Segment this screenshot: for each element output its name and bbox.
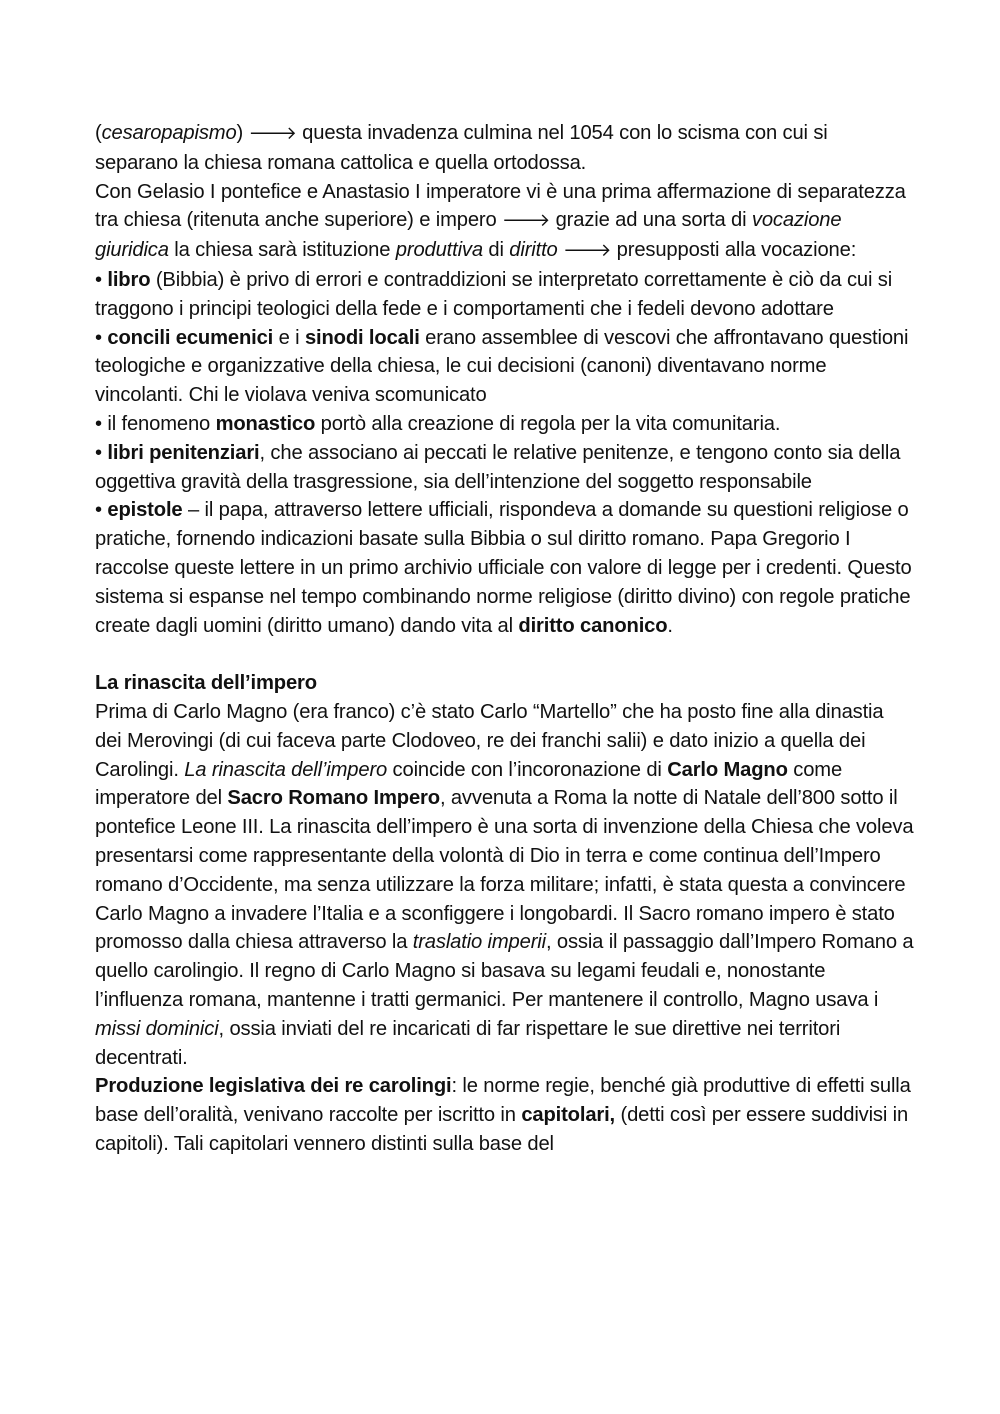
text-run: ) xyxy=(236,122,249,144)
italic-text: vocazione giuridica xyxy=(95,209,842,262)
text-run: Con Gelasio I pontefice e Anastasio I imperatore vi è una prima affermazione di separatezza tra chiesa (ritenuta anche superiore) e impero xyxy=(95,180,906,232)
bullet-item xyxy=(95,324,915,410)
italic-text: produttiva xyxy=(395,239,483,262)
bold-text: libri penitenziari xyxy=(107,441,260,464)
bold-text: diritto canonico xyxy=(518,614,668,637)
italic-text: cesaropapismo xyxy=(101,122,237,144)
text-run: • il fenomeno xyxy=(95,412,216,435)
text-run: • xyxy=(95,441,108,464)
section-heading xyxy=(95,669,915,698)
text-run: , ossia inviati del re incaricati di far rispettare le sue direttive nei territori decentrati. xyxy=(95,1017,841,1069)
bold-text: sinodi locali xyxy=(304,326,420,349)
text-run: . xyxy=(667,614,673,637)
bold-text: libro xyxy=(107,268,151,291)
right-arrow-icon: 🡒 xyxy=(563,240,612,262)
text-run: (Bibbia) è privo di errori e contraddizioni se interpretato correttamente è ciò da cui si traggono i principi teologici della fede e i comportamenti che i fedeli devono adottare xyxy=(95,268,893,320)
paragraph xyxy=(95,1072,915,1158)
text-run: • xyxy=(95,326,108,349)
text-run: – il papa, attraverso lettere ufficiali, rispondeva a domande su questioni religiose o pratiche, fornendo indicazioni basate sulla Bibbia o sul diritto romano. Papa Gregorio I raccolse queste lettere in un primo archivio ufficiale con valore di legge per i credenti. Questo sistema si espanse nel tempo combinando norme religiose (diritto divino) con regole pratiche create dagli uomini (diritto umano) dando vita al xyxy=(95,499,912,637)
italic-text: missi dominici xyxy=(95,1017,219,1040)
text-run: , che associano ai peccati le relative penitenze, e tengono conto sia della oggettiva gravità della trasgressione, sia dell’intenzione del soggetto responsabile xyxy=(95,441,901,493)
bold-text: Sacro Romano Impero xyxy=(227,787,440,810)
paragraph-gap xyxy=(95,640,915,669)
text-run: coincide con l’incoronazione di xyxy=(387,758,668,781)
text-run: e i xyxy=(273,326,305,349)
text-run: la chiesa sarà istituzione xyxy=(168,239,396,262)
bold-text: La rinascita dell’impero xyxy=(95,672,317,695)
paragraph xyxy=(95,698,915,1072)
text-run: , avvenuta a Roma la notte di Natale dell’800 sotto il pontefice Leone III. La rinascita dell’impero è una sorta di invenzione della Chiesa che voleva presentarsi come rappresentante della volontà di Dio in terra e come continua dell’Impero romano d’Occidente, ma senza utilizzare la forza militare; infatti, è stata questa a convincere Carlo Magno a invadere l’Italia e a sconfiggere i longobardi. Il Sacro romano impero è stato promosso dalla chiesa attraverso la xyxy=(95,787,914,954)
text-run: come imperatore del xyxy=(95,758,843,810)
text-run: : le norme regie, benché già produttive di effetti sulla base dell’oralità, venivano raccolte per iscritto in xyxy=(95,1075,911,1127)
text-run: erano assemblee di vescovi che affrontavano questioni teologiche e organizzative della chiesa, le cui decisioni (canoni) diventavano norme vincolanti. Chi le violava veniva scomunicato xyxy=(95,326,909,407)
bold-text: monastico xyxy=(215,412,316,435)
text-run: di xyxy=(482,239,510,262)
text-run: questa invadenza culmina nel 1054 con lo scisma con cui si separano la chiesa romana cattolica e quella ortodossa. xyxy=(95,122,828,174)
document-page xyxy=(95,119,915,1159)
italic-text: traslatio imperii xyxy=(412,931,546,954)
text-run: Prima di Carlo Magno (era franco) c’è stato Carlo “Martello” che ha posto fine alla dinastia dei Merovingi (di cui faceva parte Clodoveo, re dei franchi salii) e dato inizio a quella dei Carolingi. xyxy=(95,700,884,781)
bold-text: concili ecumenici xyxy=(107,326,274,349)
bold-text: Carlo Magno xyxy=(667,758,788,781)
bullet-item xyxy=(95,439,915,497)
italic-text: La rinascita dell’impero xyxy=(184,758,388,781)
italic-text: diritto xyxy=(509,239,558,262)
bullet-item xyxy=(95,496,915,640)
text-run: (detti così per essere suddivisi in capitoli). Tali capitolari vennero distinti sulla base del xyxy=(95,1104,909,1155)
text-run: • xyxy=(95,499,108,522)
right-arrow-icon: 🡒 xyxy=(248,123,297,144)
bold-text: Produzione legislativa dei re carolingi xyxy=(95,1075,452,1098)
text-run: , ossia il passaggio dall’Impero Romano a quello carolingio. Il regno di Carlo Magno si basava su legami feudali e, nonostante l’influenza romana, mantenne i tratti germanici. Per mantenere il controllo, Magno usava i xyxy=(95,931,914,1011)
text-run: grazie ad una sorta di xyxy=(550,209,752,232)
right-arrow-icon: 🡒 xyxy=(502,210,551,232)
bullet-item xyxy=(95,266,915,324)
text-run: ( xyxy=(95,122,102,144)
bold-text: capitolari, xyxy=(521,1104,616,1127)
paragraph xyxy=(95,119,915,178)
text-run: • xyxy=(95,268,108,291)
text-run: presupposti alla vocazione: xyxy=(611,239,857,262)
bullet-item xyxy=(95,410,915,439)
text-run: portò alla creazione di regola per la vita comunitaria. xyxy=(315,412,781,435)
bold-text: epistole xyxy=(107,499,183,522)
paragraph xyxy=(95,178,915,266)
